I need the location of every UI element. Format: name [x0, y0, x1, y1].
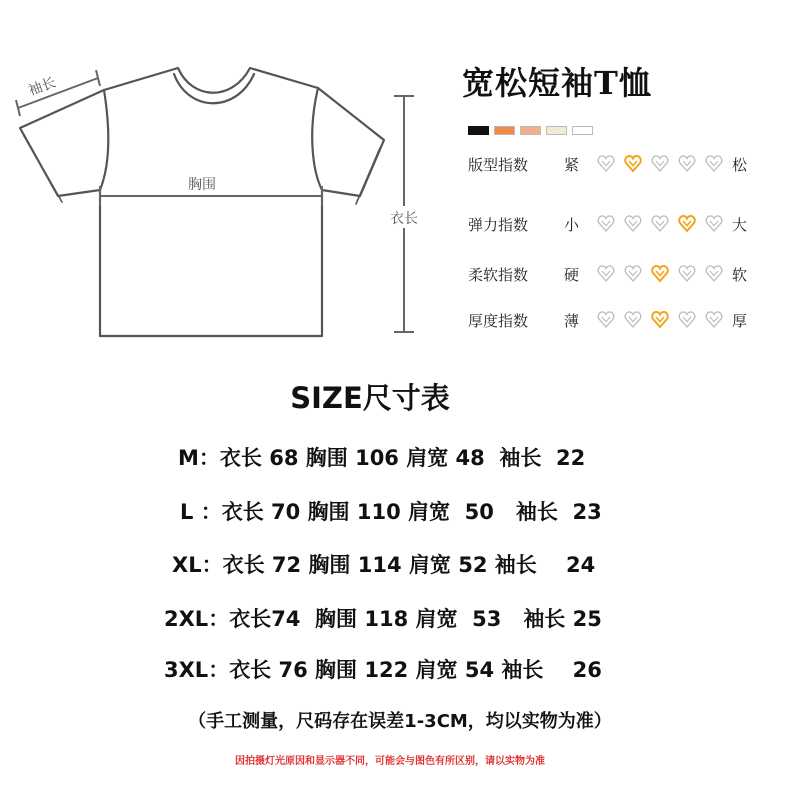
chest-value: 114: [357, 553, 402, 577]
size-colon: ：: [201, 553, 223, 577]
size-colon: ：: [208, 607, 230, 631]
shoulder-label: 肩宽: [406, 446, 449, 470]
stretch-index-hearts: [594, 214, 724, 234]
chest-label: 胸围: [188, 177, 216, 193]
shoulder-value: 48: [455, 446, 485, 470]
size-colon: ：: [198, 446, 220, 470]
size-colon: ：: [200, 500, 222, 524]
sleeve-label: 袖长: [515, 500, 558, 524]
index-left-label: 硬: [564, 266, 580, 284]
length-value: 68: [269, 446, 299, 470]
heart-active-icon: [679, 216, 695, 231]
size-table-title: SIZE尺寸表: [290, 381, 450, 415]
chest-value: 110: [356, 500, 401, 524]
size-code: 2XL: [164, 607, 209, 631]
heart-icon: [652, 216, 668, 231]
size-colon: ：: [208, 658, 230, 682]
color-swatch: [494, 126, 515, 135]
chest-value: 106: [355, 446, 399, 470]
heart-icon: [625, 266, 641, 281]
softness-index-hearts: [594, 264, 724, 284]
sleeve-value: 26: [572, 658, 602, 682]
shoulder-label: 肩宽: [415, 607, 458, 631]
length-label: 衣长: [229, 607, 272, 631]
chest-label: 胸围: [308, 553, 351, 577]
index-right-label: 软: [732, 266, 748, 284]
sleeve-label: 袖长: [499, 446, 542, 470]
size-code: L: [180, 500, 194, 524]
heart-icon: [625, 312, 641, 327]
shoulder-value: 52: [458, 553, 488, 577]
sleeve-value: 24: [566, 553, 596, 577]
size-row-m: [178, 442, 585, 472]
length-value: 76: [278, 658, 308, 682]
chest-value: 122: [364, 658, 409, 682]
index-right-label: 厚: [732, 312, 748, 330]
heart-icon: [679, 312, 695, 327]
sleeve-value: 23: [572, 500, 602, 524]
index-label: 版型指数: [468, 156, 529, 174]
sleeve-value: 22: [556, 446, 586, 470]
length-label: 衣长: [219, 446, 262, 470]
heart-active-icon: [625, 156, 641, 171]
measurement-note: （手工测量，尺码存在误差1-3CM，均以实物为准）: [188, 711, 612, 732]
length-label: 衣长: [222, 553, 265, 577]
size-code: M: [178, 446, 199, 470]
index-right-label: 大: [732, 216, 748, 234]
heart-active-icon: [652, 312, 668, 327]
heart-icon: [679, 156, 695, 171]
sleeve-value: 25: [572, 607, 602, 631]
shoulder-value: 53: [472, 607, 502, 631]
heart-icon: [598, 156, 614, 171]
heart-icon: [706, 312, 722, 327]
thickness-index-hearts: [594, 310, 724, 330]
shoulder-label: 肩宽: [408, 553, 451, 577]
index-label: 厚度指数: [468, 312, 529, 330]
heart-icon: [679, 266, 695, 281]
index-label: 弹力指数: [468, 216, 529, 234]
heart-icon: [625, 216, 641, 231]
shoulder-label: 肩宽: [408, 500, 451, 524]
size-code: XL: [172, 553, 202, 577]
size-row-xl: [172, 549, 595, 579]
index-left-label: 薄: [564, 312, 580, 330]
tshirt-sketch: [0, 0, 440, 350]
color-swatch: [468, 126, 489, 135]
shoulder-value: 54: [464, 658, 495, 682]
length-value: 74: [271, 607, 301, 631]
color-disclaimer: 因拍摄灯光原因和显示器不同，可能会与图色有所区别，请以实物为准: [235, 756, 545, 767]
index-right-label: 松: [732, 156, 748, 174]
chest-label: 胸围: [307, 500, 350, 524]
chest-value: 118: [364, 607, 409, 631]
color-swatches: [468, 126, 593, 135]
index-left-label: 紧: [564, 156, 580, 174]
softness-index-row: [468, 262, 768, 286]
color-swatch: [520, 126, 541, 135]
heart-icon: [706, 216, 722, 231]
length-label: 衣长: [229, 658, 272, 682]
size-row-3xl: [164, 654, 602, 684]
chest-label: 胸围: [305, 446, 348, 470]
shoulder-label: 肩宽: [415, 658, 458, 682]
size-row-2xl: [164, 603, 602, 633]
sleeve-label: 袖长: [494, 553, 537, 577]
length-value: 70: [271, 500, 301, 524]
length-value: 72: [271, 553, 302, 577]
heart-icon: [652, 156, 668, 171]
sleeve-length-label: 袖长: [26, 74, 59, 100]
sleeve-label: 袖长: [523, 607, 566, 631]
heart-icon: [706, 156, 722, 171]
stretch-index-row: [468, 212, 768, 236]
size-code: 3XL: [164, 658, 209, 682]
fit-index-hearts: [594, 154, 724, 174]
size-row-l: [180, 496, 602, 526]
product-title: 宽松短袖T恤: [462, 64, 652, 102]
heart-active-icon: [652, 266, 668, 281]
color-swatch: [572, 126, 593, 135]
chest-label: 胸围: [315, 607, 358, 631]
sleeve-label: 袖长: [501, 658, 544, 682]
heart-icon: [598, 312, 614, 327]
thickness-index-row: [468, 308, 768, 332]
shoulder-value: 50: [464, 500, 494, 524]
heart-icon: [706, 266, 722, 281]
color-swatch: [546, 126, 567, 135]
heart-icon: [598, 266, 614, 281]
length-label: 衣长: [221, 500, 264, 524]
chest-label: 胸围: [315, 658, 358, 682]
garment-length-label: 衣长: [390, 211, 418, 227]
heart-icon: [598, 216, 614, 231]
index-label: 柔软指数: [468, 266, 529, 284]
index-left-label: 小: [564, 216, 580, 234]
fit-index-row: [468, 152, 768, 176]
